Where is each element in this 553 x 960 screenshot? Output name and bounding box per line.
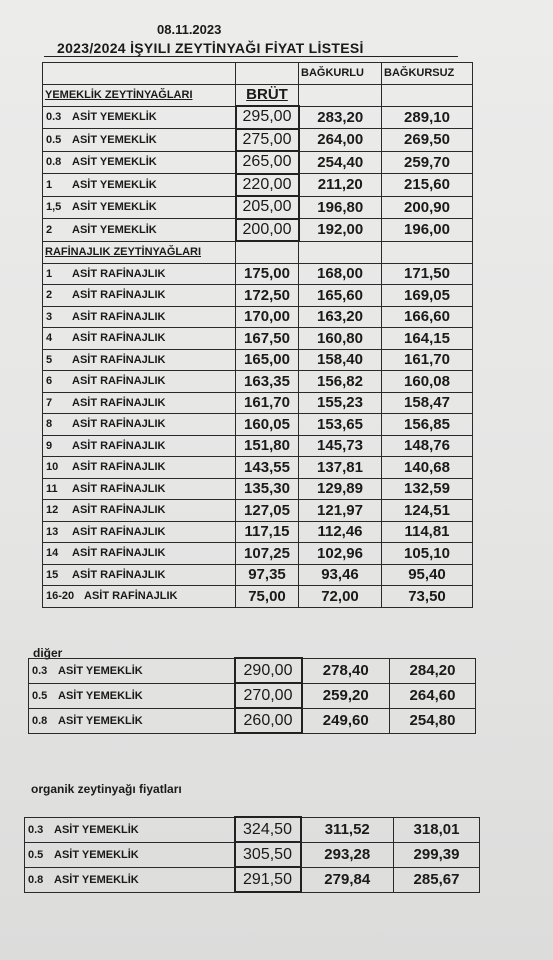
product-name: ASİT RAFİNAJLIK <box>72 439 166 452</box>
table-row <box>29 683 476 708</box>
section-label-organik: organik zeytinyağı fiyatları <box>31 782 182 796</box>
price-bagkursuz: 284,20 <box>390 658 476 683</box>
product-name: ASİT RAFİNAJLIK <box>72 547 166 560</box>
price-bagkursuz: 73,50 <box>382 586 473 608</box>
table-row <box>43 306 473 328</box>
acid-code: 0.5 <box>46 133 62 146</box>
product-name: ASİT RAFİNAJLIK <box>84 590 178 603</box>
price-bagkurlu: 211,20 <box>299 174 382 197</box>
price-brut: 175,00 <box>236 263 299 285</box>
price-brut: 220,00 <box>236 174 299 197</box>
price-brut: 295,00 <box>236 106 299 129</box>
acid-code: 0.3 <box>32 664 48 677</box>
acid-code: 12 <box>46 504 59 517</box>
product-name: ASİT RAFİNAJLIK <box>72 482 166 495</box>
price-bagkursuz: 171,50 <box>382 263 473 285</box>
product-name: ASİT YEMEKLİK <box>54 823 139 836</box>
price-bagkursuz: 132,59 <box>382 478 473 500</box>
table-row <box>43 521 473 543</box>
acid-code: 6 <box>46 375 53 388</box>
product-cell <box>29 708 235 733</box>
price-bagkursuz: 148,76 <box>382 435 473 457</box>
acid-code: 0.8 <box>46 156 62 169</box>
price-brut: 117,15 <box>236 521 299 543</box>
empty-cell <box>236 241 299 263</box>
price-bagkurlu: 72,00 <box>299 586 382 608</box>
price-bagkursuz: 114,81 <box>382 521 473 543</box>
product-name: ASİT RAFİNAJLIK <box>72 461 166 474</box>
product-name: ASİT YEMEKLİK <box>58 714 143 727</box>
acid-code: 3 <box>46 310 53 323</box>
product-cell <box>43 328 236 350</box>
product-cell <box>43 219 236 242</box>
product-name: ASİT YEMEKLİK <box>72 178 157 191</box>
product-cell <box>43 521 236 543</box>
price-bagkurlu: 121,97 <box>299 500 382 522</box>
price-table-diger <box>28 657 476 734</box>
acid-code: 15 <box>46 568 59 581</box>
price-bagkursuz: 215,60 <box>382 174 473 197</box>
section-label-diger: diğer <box>33 646 63 660</box>
price-brut: 260,00 <box>235 708 302 733</box>
product-cell <box>43 306 236 328</box>
price-brut: 265,00 <box>236 151 299 174</box>
price-bagkurlu: 137,81 <box>299 457 382 479</box>
price-brut: 165,00 <box>236 349 299 371</box>
price-bagkursuz: 264,60 <box>390 683 476 708</box>
price-bagkurlu: 158,40 <box>299 349 382 371</box>
acid-code: 0.8 <box>32 714 48 727</box>
table-row <box>43 543 473 565</box>
price-bagkurlu: 254,40 <box>299 151 382 174</box>
price-bagkurlu: 279,84 <box>301 867 394 892</box>
table-row <box>25 867 480 892</box>
price-bagkursuz: 289,10 <box>382 106 473 129</box>
product-cell <box>43 478 236 500</box>
acid-code: 16-20 <box>46 590 75 603</box>
price-brut: 305,50 <box>235 842 301 867</box>
product-name: ASİT YEMEKLİK <box>54 848 139 861</box>
price-brut: 135,30 <box>236 478 299 500</box>
product-name: ASİT RAFİNAJLIK <box>72 267 166 280</box>
table-row <box>25 842 480 867</box>
acid-code: 1 <box>46 178 53 191</box>
price-bagkursuz: 156,85 <box>382 414 473 436</box>
product-cell <box>43 414 236 436</box>
price-brut: 167,50 <box>236 328 299 350</box>
product-cell <box>43 564 236 586</box>
product-cell <box>43 392 236 414</box>
product-cell <box>43 371 236 393</box>
price-bagkurlu: 93,46 <box>299 564 382 586</box>
acid-code: 7 <box>46 396 53 409</box>
price-table-main <box>42 62 473 608</box>
price-brut: 170,00 <box>236 306 299 328</box>
table-row <box>43 328 473 350</box>
price-bagkursuz: 124,51 <box>382 500 473 522</box>
price-bagkursuz: 169,05 <box>382 285 473 307</box>
acid-code: 9 <box>46 439 53 452</box>
price-bagkurlu: 165,60 <box>299 285 382 307</box>
price-bagkurlu: 259,20 <box>302 683 390 708</box>
price-brut: 324,50 <box>235 817 301 842</box>
price-bagkursuz: 196,00 <box>382 219 473 242</box>
empty-cell <box>299 241 382 263</box>
product-cell <box>43 196 236 219</box>
table-row <box>29 658 476 683</box>
price-bagkursuz: 259,70 <box>382 151 473 174</box>
section-header-row <box>43 84 473 106</box>
product-name: ASİT YEMEKLİK <box>72 111 157 124</box>
price-bagkursuz: 269,50 <box>382 129 473 152</box>
acid-code: 1 <box>46 267 53 280</box>
price-bagkurlu: 311,52 <box>301 817 394 842</box>
acid-code: 0.3 <box>46 111 62 124</box>
acid-code: 5 <box>46 353 53 366</box>
table-row <box>43 196 473 219</box>
acid-code: 2 <box>46 223 53 236</box>
product-cell <box>43 106 236 129</box>
product-cell <box>43 543 236 565</box>
price-bagkurlu: 283,20 <box>299 106 382 129</box>
price-table-main-body <box>43 63 473 608</box>
product-name: ASİT RAFİNAJLIK <box>72 289 166 302</box>
product-name: ASİT RAFİNAJLIK <box>72 504 166 517</box>
price-bagkurlu: 145,73 <box>299 435 382 457</box>
product-cell <box>43 285 236 307</box>
price-table-organik-body <box>25 817 480 892</box>
acid-code: 1,5 <box>46 201 62 214</box>
acid-code: 2 <box>46 289 53 302</box>
price-brut: 200,00 <box>236 219 299 242</box>
table-row <box>43 129 473 152</box>
product-name: ASİT RAFİNAJLIK <box>72 353 166 366</box>
product-cell <box>43 500 236 522</box>
product-name: ASİT RAFİNAJLIK <box>72 396 166 409</box>
price-brut: 127,05 <box>236 500 299 522</box>
price-bagkursuz: 299,39 <box>394 842 480 867</box>
section-title-yemeklik: YEMEKLİK ZEYTİNYAĞLARI <box>43 84 236 106</box>
empty-cell <box>382 241 473 263</box>
product-name: ASİT RAFİNAJLIK <box>72 332 166 345</box>
price-table-organik <box>24 816 480 893</box>
table-row <box>43 457 473 479</box>
table-row <box>25 817 480 842</box>
product-name: ASİT RAFİNAJLIK <box>72 310 166 323</box>
acid-code: 14 <box>46 547 59 560</box>
document-title: 2023/2024 İŞYILI ZEYTİNYAĞI FİYAT LİSTESİ <box>57 40 364 56</box>
column-header-brut: BRÜT <box>236 84 299 106</box>
price-bagkurlu: 153,65 <box>299 414 382 436</box>
table-row <box>43 349 473 371</box>
price-bagkursuz: 285,67 <box>394 867 480 892</box>
price-brut: 151,80 <box>236 435 299 457</box>
price-brut: 107,25 <box>236 543 299 565</box>
empty-cell <box>299 84 382 106</box>
product-name: ASİT YEMEKLİK <box>72 156 157 169</box>
document-date: 08.11.2023 <box>157 22 222 37</box>
price-bagkursuz: 254,80 <box>390 708 476 733</box>
acid-code: 0.5 <box>28 848 44 861</box>
section-title-rafinajlik: RAFİNAJLIK ZEYTİNYAĞLARI <box>43 241 236 263</box>
price-brut: 291,50 <box>235 867 301 892</box>
acid-code: 13 <box>46 525 59 538</box>
price-brut: 143,55 <box>236 457 299 479</box>
product-cell <box>29 658 235 683</box>
price-bagkurlu: 156,82 <box>299 371 382 393</box>
table-row <box>43 435 473 457</box>
price-brut: 161,70 <box>236 392 299 414</box>
table-row <box>29 708 476 733</box>
product-name: ASİT RAFİNAJLIK <box>72 568 166 581</box>
price-bagkursuz: 164,15 <box>382 328 473 350</box>
price-bagkurlu: 112,46 <box>299 521 382 543</box>
price-bagkursuz: 160,08 <box>382 371 473 393</box>
section-header-row <box>43 241 473 263</box>
price-brut: 172,50 <box>236 285 299 307</box>
acid-code: 4 <box>46 332 53 345</box>
price-bagkurlu: 155,23 <box>299 392 382 414</box>
price-bagkursuz: 200,90 <box>382 196 473 219</box>
table-row <box>43 151 473 174</box>
price-bagkurlu: 278,40 <box>302 658 390 683</box>
product-name: ASİT YEMEKLİK <box>72 133 157 146</box>
acid-code: 8 <box>46 418 53 431</box>
table-row <box>43 174 473 197</box>
table-row <box>43 586 473 608</box>
price-bagkursuz: 161,70 <box>382 349 473 371</box>
table-row <box>43 414 473 436</box>
product-name: ASİT YEMEKLİK <box>54 873 139 886</box>
table-header-row <box>43 63 473 85</box>
product-cell <box>43 174 236 197</box>
product-cell <box>43 457 236 479</box>
price-table-diger-body <box>29 658 476 733</box>
price-bagkurlu: 293,28 <box>301 842 394 867</box>
product-name: ASİT YEMEKLİK <box>58 664 143 677</box>
acid-code: 0.8 <box>28 873 44 886</box>
empty-header-cell <box>43 63 236 85</box>
table-row <box>43 564 473 586</box>
price-brut: 205,00 <box>236 196 299 219</box>
price-bagkursuz: 95,40 <box>382 564 473 586</box>
acid-code: 11 <box>46 482 58 495</box>
empty-header-cell <box>236 63 299 85</box>
price-brut: 275,00 <box>236 129 299 152</box>
product-name: ASİT RAFİNAJLIK <box>72 525 166 538</box>
column-header-bagkursuz: BAĞKURSUZ <box>382 63 473 85</box>
product-cell <box>43 435 236 457</box>
price-bagkursuz: 105,10 <box>382 543 473 565</box>
product-cell <box>29 683 235 708</box>
product-name: ASİT YEMEKLİK <box>72 223 157 236</box>
table-row <box>43 219 473 242</box>
product-cell <box>43 151 236 174</box>
product-name: ASİT YEMEKLİK <box>58 689 143 702</box>
price-brut: 290,00 <box>235 658 302 683</box>
table-row <box>43 478 473 500</box>
price-bagkurlu: 102,96 <box>299 543 382 565</box>
product-cell <box>25 817 235 842</box>
table-row <box>43 500 473 522</box>
price-brut: 160,05 <box>236 414 299 436</box>
product-cell <box>25 842 235 867</box>
price-bagkurlu: 163,20 <box>299 306 382 328</box>
product-name: ASİT YEMEKLİK <box>72 201 157 214</box>
price-bagkurlu: 196,80 <box>299 196 382 219</box>
price-brut: 270,00 <box>235 683 302 708</box>
title-underline <box>44 56 458 57</box>
price-bagkurlu: 192,00 <box>299 219 382 242</box>
acid-code: 0.5 <box>32 689 48 702</box>
product-name: ASİT RAFİNAJLIK <box>72 418 166 431</box>
product-cell <box>43 129 236 152</box>
product-cell <box>25 867 235 892</box>
table-row <box>43 285 473 307</box>
product-cell <box>43 586 236 608</box>
product-cell <box>43 263 236 285</box>
price-bagkurlu: 264,00 <box>299 129 382 152</box>
column-header-bagkurlu: BAĞKURLU <box>299 63 382 85</box>
empty-cell <box>382 84 473 106</box>
table-row <box>43 263 473 285</box>
acid-code: 0.3 <box>28 823 44 836</box>
table-row <box>43 106 473 129</box>
price-bagkurlu: 249,60 <box>302 708 390 733</box>
price-bagkurlu: 129,89 <box>299 478 382 500</box>
price-brut: 163,35 <box>236 371 299 393</box>
product-name: ASİT RAFİNAJLIK <box>72 375 166 388</box>
price-bagkursuz: 166,60 <box>382 306 473 328</box>
table-row <box>43 392 473 414</box>
price-bagkursuz: 158,47 <box>382 392 473 414</box>
price-brut: 97,35 <box>236 564 299 586</box>
price-bagkurlu: 168,00 <box>299 263 382 285</box>
price-bagkursuz: 140,68 <box>382 457 473 479</box>
acid-code: 10 <box>46 461 59 474</box>
price-bagkursuz: 318,01 <box>394 817 480 842</box>
price-brut: 75,00 <box>236 586 299 608</box>
product-cell <box>43 349 236 371</box>
table-row <box>43 371 473 393</box>
price-bagkurlu: 160,80 <box>299 328 382 350</box>
